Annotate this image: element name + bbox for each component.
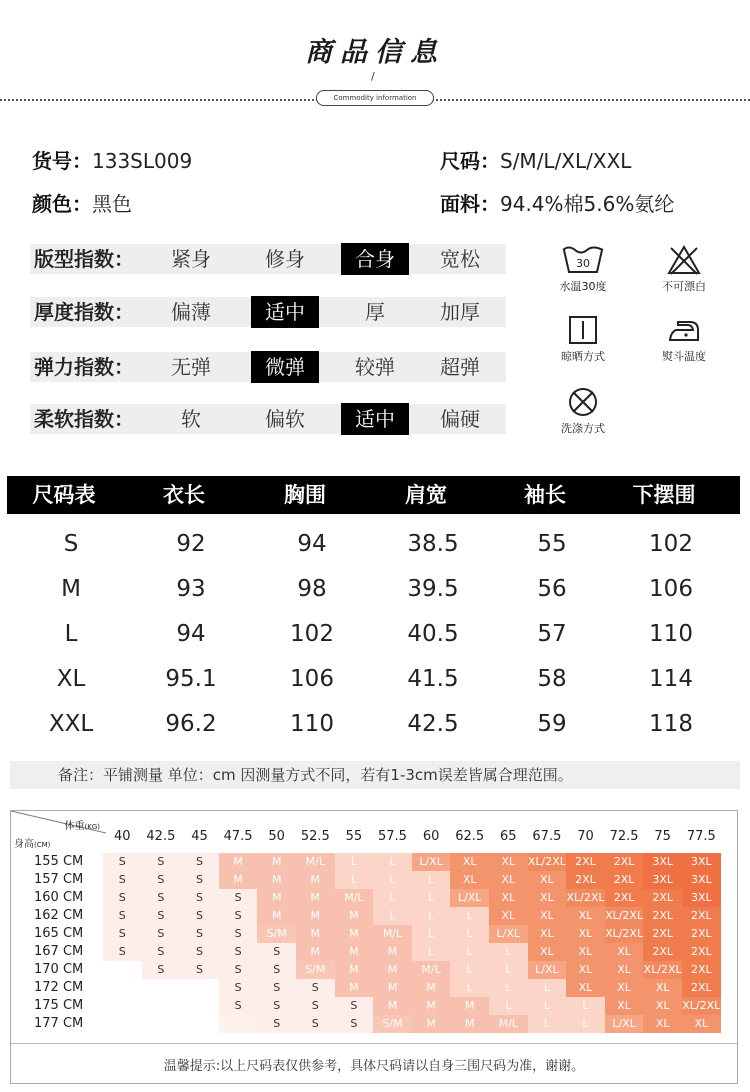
size-recommendation-cell: L/XL <box>489 925 528 943</box>
size-table-header-cell: 衣长 <box>163 483 205 507</box>
size-recommendation-cell: L <box>489 979 528 997</box>
index-option: 较弹 <box>355 355 395 379</box>
size-recommendation-cell: M <box>296 925 335 943</box>
size-recommendation-cell: L <box>412 907 451 925</box>
size-table-cell: L <box>64 621 78 647</box>
height-row-label: 177 CM <box>34 1016 84 1031</box>
drying-icon <box>565 314 601 346</box>
iron-icon <box>664 314 704 346</box>
size-table-cell: 114 <box>649 666 693 692</box>
size-table-cell: 94 <box>297 531 327 557</box>
size-recommendation-cell <box>103 979 142 997</box>
size-recommendation-cell: S <box>296 1015 335 1033</box>
size-recommendation-cell: S <box>335 997 374 1015</box>
size-recommendation-cell: L <box>450 925 489 943</box>
weight-column-label: 72.5 <box>609 829 639 844</box>
size-table-header-cell: 肩宽 <box>405 483 447 507</box>
size-table-cell: 93 <box>176 576 206 602</box>
size-recommendation-cell: S <box>180 889 219 907</box>
size-recommendation-cell: L <box>489 943 528 961</box>
size-recommendation-cell: S <box>180 853 219 871</box>
size-recommendation-cell: L <box>412 871 451 889</box>
size-recommendation-cell: L <box>450 961 489 979</box>
size-recommendation-cell: L <box>528 997 567 1015</box>
size-recommendation-cell <box>180 997 219 1015</box>
size-recommendation-cell: S/M <box>257 925 296 943</box>
size-recommendation-cell: XL/2XL <box>605 907 644 925</box>
index-row <box>30 244 506 274</box>
index-row <box>30 352 506 382</box>
height-row-label: 157 CM <box>34 872 84 887</box>
size-table-cell: XXL <box>48 711 94 737</box>
size-recommendation-cell: L <box>412 943 451 961</box>
size-table-cell: 40.5 <box>407 621 459 647</box>
size-recommendation-cell: M/L <box>489 1015 528 1033</box>
weight-column-label: 57.5 <box>378 829 407 844</box>
care-label: 不可漂白 <box>662 280 706 293</box>
index-option: 超弹 <box>440 355 480 379</box>
weight-column-label: 70 <box>577 829 594 844</box>
height-row-label: 162 CM <box>34 908 84 923</box>
size-recommendation-cell <box>180 1015 219 1033</box>
wash-temp-text: 30 <box>576 257 590 270</box>
weight-column-label: 42.5 <box>146 829 176 844</box>
care-washing-method <box>538 386 628 436</box>
size-recommendation-cell: 2XL <box>605 889 644 907</box>
size-table-cell: 56 <box>537 576 567 602</box>
index-label: 弹力指数： <box>34 355 134 379</box>
height-row-label: 175 CM <box>34 998 84 1013</box>
size-value: S/M/L/XL/XXL <box>500 149 632 173</box>
size-recommendation-cell: M <box>335 943 374 961</box>
size-recommendation-cell: M <box>296 943 335 961</box>
size-recommendation-cell: L <box>450 907 489 925</box>
size-table-row <box>0 567 750 612</box>
size-recommendation-cell: M <box>373 943 412 961</box>
size-recommendation-cell: 2XL <box>605 853 644 871</box>
size-recommendation-cell: M <box>450 997 489 1015</box>
size-recommendation-cell: M <box>335 925 374 943</box>
page-title: 商品信息 <box>305 37 445 68</box>
index-option: 修身 <box>265 247 305 271</box>
size-recommendation-cell: M <box>335 961 374 979</box>
size-recommendation-cell: S <box>219 907 258 925</box>
size-recommendation-cell: XL <box>528 871 567 889</box>
size-recommendation-cell: M <box>373 979 412 997</box>
size-recommendation-cell: S <box>103 889 142 907</box>
color-info <box>32 188 132 217</box>
weight-column-label: 40 <box>114 829 131 844</box>
size-recommendation-cell: XL <box>528 907 567 925</box>
size-recommendation-cell: L/XL <box>450 889 489 907</box>
height-row-label: 172 CM <box>34 980 84 995</box>
item-number <box>32 145 192 174</box>
size-recommendation-cell: L <box>489 961 528 979</box>
size-recommendation-cell: L <box>373 853 412 871</box>
weight-column-label: 47.5 <box>223 829 253 844</box>
height-row-label: 165 CM <box>34 926 84 941</box>
measurement-note: 备注：平铺测量 单位：cm 因测量方式不同，若有1-3cm误差皆属合理范围。 <box>10 761 740 789</box>
size-recommendation-cell: S <box>219 943 258 961</box>
care-label: 晾晒方式 <box>561 350 605 363</box>
weight-column-label: 62.5 <box>455 829 485 844</box>
size-recommendation-cell: S <box>296 979 335 997</box>
color-label: 颜色： <box>32 192 92 216</box>
size-table-row <box>0 702 750 747</box>
size-recommendation-cell: S <box>103 925 142 943</box>
size-recommendation-cell: S/M <box>296 961 335 979</box>
size-recommendation-cell: 2XL <box>682 925 721 943</box>
size-table-row <box>0 522 750 567</box>
size-recommendation-chart <box>10 810 738 1084</box>
size-recommendation-cell: M <box>373 997 412 1015</box>
index-option: 无弹 <box>171 355 211 379</box>
size-recommendation-cell: S <box>257 943 296 961</box>
size-recommendation-cell: XL <box>643 1015 682 1033</box>
size-recommendation-cell: 2XL <box>682 961 721 979</box>
size-recommendation-cell: 3XL <box>643 853 682 871</box>
index-option: 软 <box>181 407 201 431</box>
size-recommendation-cell: S <box>219 979 258 997</box>
size-recommendation-cell: XL <box>643 997 682 1015</box>
size-recommendation-cell: XL <box>566 943 605 961</box>
size-recommendation-cell <box>103 1015 142 1033</box>
size-recommendation-cell: M <box>373 961 412 979</box>
size-recommendation-cell: XL/2XL <box>643 961 682 979</box>
size-recommendation-cell: M <box>257 889 296 907</box>
size-recommendation-cell: XL/2XL <box>605 925 644 943</box>
size-recommendation-cell: XL <box>489 871 528 889</box>
size-table-cell: 92 <box>176 531 206 557</box>
size-table-cell: 55 <box>537 531 567 557</box>
size-table-row <box>0 657 750 702</box>
size-recommendation-cell: XL <box>682 1015 721 1033</box>
size-recommendation-cell: M <box>412 1015 451 1033</box>
care-wash-30 <box>538 244 628 294</box>
size-recommendation-cell: S <box>142 871 181 889</box>
size-recommendation-cell: XL <box>528 943 567 961</box>
size-recommendation-cell: L <box>412 889 451 907</box>
size-recommendation-cell: M/L <box>296 853 335 871</box>
size-recommendation-cell: XL <box>605 943 644 961</box>
size-recommendation-cell: S <box>142 925 181 943</box>
index-option: 偏薄 <box>171 300 211 324</box>
recommendation-footer: 温馨提示:以上尺码表仅供参考，具体尺码请以自身三围尺码为准，谢谢。 <box>163 1059 585 1074</box>
care-no-bleach <box>639 244 729 294</box>
weight-column-label: 55 <box>345 829 363 844</box>
size-recommendation-cell: 2XL <box>643 889 682 907</box>
size-recommendation-cell: S <box>219 925 258 943</box>
care-label: 水温30度 <box>559 280 607 293</box>
size-recommendation-cell: L <box>489 997 528 1015</box>
size-recommendation-cell: S <box>257 979 296 997</box>
size-recommendation-cell: XL <box>605 997 644 1015</box>
size-table-cell: 102 <box>649 531 693 557</box>
size-recommendation-cell: M <box>257 853 296 871</box>
size-recommendation-cell: XL/2XL <box>682 997 721 1015</box>
index-label: 厚度指数： <box>34 300 134 324</box>
size-recommendation-cell: M <box>335 979 374 997</box>
size-recommendation-cell: S <box>219 961 258 979</box>
size-recommendation-cell: L <box>373 871 412 889</box>
size-table-header-cell: 尺码表 <box>32 483 96 507</box>
size-recommendation-cell: M <box>257 907 296 925</box>
size-recommendation-cell: XL <box>566 979 605 997</box>
size-recommendation-cell: 2XL <box>566 853 605 871</box>
size-recommendation-cell: M <box>296 889 335 907</box>
size-recommendation-cell: S <box>142 853 181 871</box>
index-option: 偏硬 <box>440 407 480 431</box>
size-recommendation-cell: L <box>373 889 412 907</box>
fabric-value: 94.4%棉5.6%氨纶 <box>500 192 675 216</box>
weight-column-label: 45 <box>191 829 208 844</box>
size-table-cell: 59 <box>537 711 567 737</box>
care-drying <box>538 314 628 364</box>
size-recommendation-cell: L <box>528 979 567 997</box>
washing-method-icon <box>565 386 601 418</box>
size-recommendation-cell: M <box>335 907 374 925</box>
size-recommendation-cell: M <box>257 871 296 889</box>
footer-divider <box>11 1043 737 1044</box>
size-recommendation-cell: 2XL <box>643 925 682 943</box>
item-number-label: 货号： <box>32 149 92 173</box>
size-recommendation-cell: M <box>412 997 451 1015</box>
index-option-selected: 微弹 <box>251 351 319 383</box>
size-recommendation-cell: XL/2XL <box>528 853 567 871</box>
size-recommendation-cell: 2XL <box>566 871 605 889</box>
size-recommendation-cell: S <box>142 943 181 961</box>
size-recommendation-cell: S <box>180 961 219 979</box>
size-recommendation-cell: L <box>412 925 451 943</box>
index-option: 加厚 <box>440 300 480 324</box>
size-table-header-cell: 胸围 <box>284 483 326 507</box>
size-recommendation-cell: S <box>335 1015 374 1033</box>
size-recommendation-cell: 2XL <box>605 871 644 889</box>
index-option-selected: 合身 <box>341 243 409 275</box>
size-recommendation-cell: XL <box>566 961 605 979</box>
size-recommendation-cell: 2XL <box>682 907 721 925</box>
size-recommendation-cell: M/L <box>335 889 374 907</box>
size-recommendation-cell: XL <box>605 961 644 979</box>
size-recommendation-cell: XL <box>450 853 489 871</box>
weight-column-label: 67.5 <box>532 829 562 844</box>
size-table-cell: 102 <box>290 621 334 647</box>
size-recommendation-cell: XL/2XL <box>566 889 605 907</box>
index-option: 厚 <box>365 300 385 324</box>
size-recommendation-cell: S <box>257 997 296 1015</box>
size-recommendation-cell: S <box>180 943 219 961</box>
size-table-cell: 96.2 <box>165 711 217 737</box>
size-table-cell: 98 <box>297 576 327 602</box>
size-table-cell: 95.1 <box>165 666 217 692</box>
size-recommendation-cell: S <box>257 961 296 979</box>
color-value: 黑色 <box>92 192 132 216</box>
size-recommendation-cell: 3XL <box>682 853 721 871</box>
size-recommendation-cell: M <box>412 979 451 997</box>
size-recommendation-cell <box>103 997 142 1015</box>
weight-column-label: 77.5 <box>686 829 716 844</box>
size-recommendation-cell: M <box>219 871 258 889</box>
size-table-cell: 57 <box>537 621 567 647</box>
size-recommendation-cell: M <box>296 907 335 925</box>
item-number-value: 133SL009 <box>92 149 193 173</box>
size-recommendation-cell: L <box>335 871 374 889</box>
size-recommendation-cell: S <box>180 907 219 925</box>
size-recommendation-cell: XL <box>566 925 605 943</box>
size-recommendation-cell: S <box>219 997 258 1015</box>
size-table-cell: 38.5 <box>407 531 459 557</box>
size-recommendation-cell: XL <box>489 889 528 907</box>
size-recommendation-cell <box>103 961 142 979</box>
size-recommendation-cell: S <box>142 907 181 925</box>
size-recommendation-cell: M <box>296 871 335 889</box>
size-recommendation-cell: M <box>450 1015 489 1033</box>
size-table-cell: 106 <box>649 576 693 602</box>
size-recommendation-cell: L <box>528 1015 567 1033</box>
size-recommendation-cell: S/M <box>373 1015 412 1033</box>
size-recommendation-cell: L <box>566 997 605 1015</box>
size-recommendation-cell: 3XL <box>643 871 682 889</box>
size-recommendation-cell: L <box>373 907 412 925</box>
wash-30-icon <box>560 244 606 276</box>
size-recommendation-cell <box>142 1015 181 1033</box>
index-label: 柔软指数： <box>34 407 134 431</box>
size-recommendation-cell <box>142 979 181 997</box>
size-recommendation-cell: S <box>257 1015 296 1033</box>
size-recommendation-cell: XL <box>566 907 605 925</box>
size-recommendation-cell: M/L <box>412 961 451 979</box>
height-row-label: 167 CM <box>34 944 84 959</box>
size-recommendation-cell: S <box>142 961 181 979</box>
size-table-row <box>0 612 750 657</box>
size-recommendation-cell: L/XL <box>605 1015 644 1033</box>
care-label: 洗涤方式 <box>561 422 605 435</box>
size-table-cell: XL <box>56 666 86 692</box>
size-table-cell: S <box>63 531 79 557</box>
care-iron <box>639 314 729 364</box>
size-table-cell: 94 <box>176 621 206 647</box>
weight-column-label: 65 <box>500 829 517 844</box>
size-recommendation-cell: S <box>180 871 219 889</box>
fabric-label: 面料： <box>440 192 500 216</box>
chart-corner-header <box>11 811 106 851</box>
subtitle-pill: Commodity information <box>316 90 434 106</box>
weight-column-label: 60 <box>422 829 440 844</box>
index-option: 紧身 <box>171 247 211 271</box>
size-recommendation-cell: XL <box>489 853 528 871</box>
size-recommendation-cell: 2XL <box>643 907 682 925</box>
size-recommendation-cell: 2XL <box>643 943 682 961</box>
size-table-cell: 118 <box>649 711 693 737</box>
size-table-header-cell: 袖长 <box>524 483 566 507</box>
size-recommendation-cell: 3XL <box>682 871 721 889</box>
size-recommendation-cell: 2XL <box>682 979 721 997</box>
height-row-label: 170 CM <box>34 962 84 977</box>
size-recommendation-cell: S <box>103 853 142 871</box>
weight-column-label: 50 <box>268 829 285 844</box>
weight-axis-label: 体重(KG) <box>64 821 100 832</box>
size-recommendation-cell: S <box>219 889 258 907</box>
size-table-cell: 106 <box>290 666 334 692</box>
index-row <box>30 404 506 434</box>
index-row <box>30 297 506 327</box>
size-label: 尺码： <box>440 149 500 173</box>
size-recommendation-cell: L <box>450 943 489 961</box>
weight-column-label: 52.5 <box>300 829 330 844</box>
size-recommendation-cell <box>142 997 181 1015</box>
size-recommendation-cell: XL <box>528 925 567 943</box>
no-bleach-icon <box>666 244 702 276</box>
height-axis-label: 身高(CM) <box>14 839 51 850</box>
size-table-cell: 110 <box>649 621 693 647</box>
size-recommendation-cell: S <box>103 907 142 925</box>
fabric-info <box>440 188 674 217</box>
size-recommendation-cell: L/XL <box>412 853 451 871</box>
size-table-cell: 110 <box>290 711 334 737</box>
size-recommendation-cell: XL <box>643 979 682 997</box>
index-option-selected: 适中 <box>341 403 409 435</box>
size-recommendation-cell: L <box>450 979 489 997</box>
index-option: 宽松 <box>440 247 480 271</box>
index-option: 偏软 <box>265 407 305 431</box>
size-recommendation-cell: XL <box>605 979 644 997</box>
size-recommendation-cell <box>180 979 219 997</box>
size-recommendation-cell: S <box>296 997 335 1015</box>
size-recommendation-cell: S <box>103 871 142 889</box>
size-recommendation-cell: L <box>335 853 374 871</box>
size-info <box>440 145 631 174</box>
size-table-cell: 39.5 <box>407 576 459 602</box>
size-table-cell: M <box>61 576 81 602</box>
weight-column-label: 75 <box>654 829 671 844</box>
size-table-cell: 58 <box>537 666 567 692</box>
index-label: 版型指数： <box>34 247 134 271</box>
size-recommendation-cell: L/XL <box>528 961 567 979</box>
size-recommendation-cell: S <box>180 925 219 943</box>
size-recommendation-cell: L <box>566 1015 605 1033</box>
size-table-cell: 42.5 <box>407 711 459 737</box>
size-table-header <box>7 476 740 514</box>
size-recommendation-cell: 2XL <box>682 943 721 961</box>
size-recommendation-cell: 3XL <box>682 889 721 907</box>
size-recommendation-cell: S <box>103 943 142 961</box>
size-recommendation-cell: M <box>219 853 258 871</box>
care-label: 熨斗温度 <box>662 350 706 363</box>
height-row-label: 160 CM <box>34 890 84 905</box>
size-recommendation-cell: XL <box>450 871 489 889</box>
size-recommendation-cell: M/L <box>373 925 412 943</box>
size-table-cell: 41.5 <box>407 666 459 692</box>
size-recommendation-cell: S <box>142 889 181 907</box>
size-table-header-cell: 下摆围 <box>632 483 696 507</box>
title-slash: / <box>371 70 375 83</box>
size-recommendation-cell <box>219 1015 258 1033</box>
index-option-selected: 适中 <box>251 296 319 328</box>
height-row-label: 155 CM <box>34 854 84 869</box>
size-recommendation-cell: XL <box>489 907 528 925</box>
size-recommendation-cell: XL <box>528 889 567 907</box>
